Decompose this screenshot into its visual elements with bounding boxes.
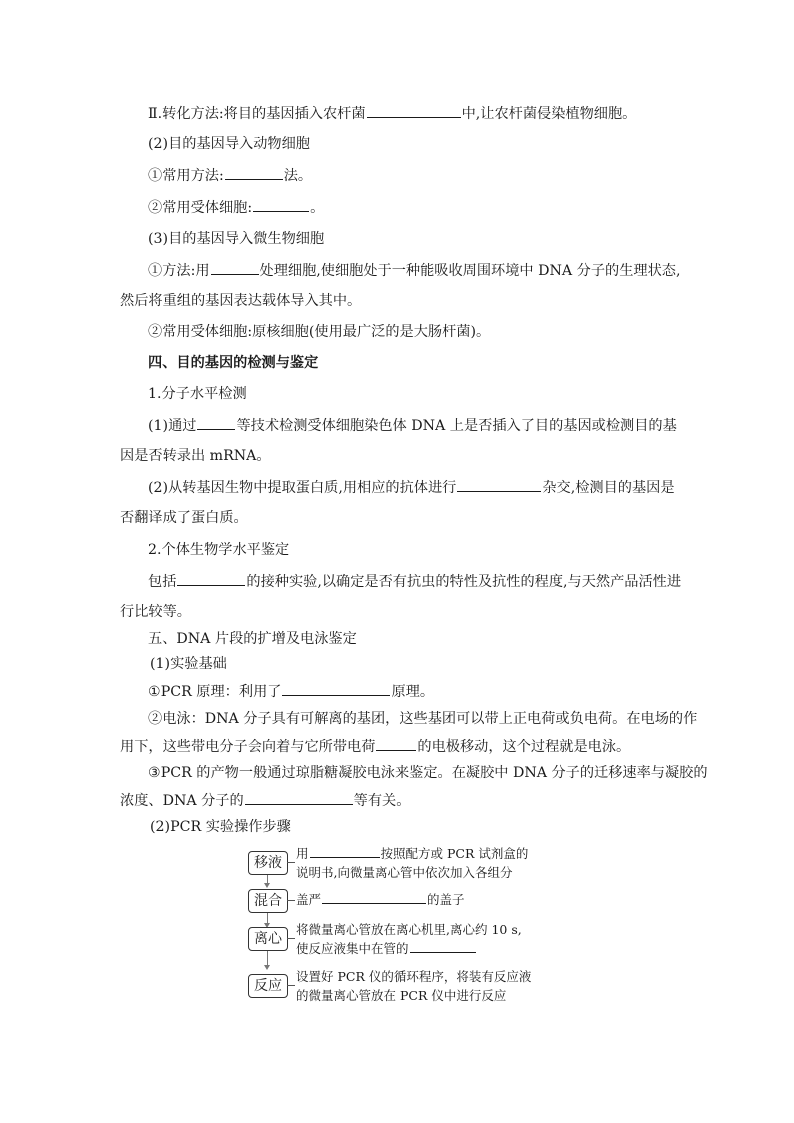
text-line: 浓度、DNA 分子的 等有关。 xyxy=(120,790,410,811)
text-line: ②常用受体细胞:原核细胞(使用最广泛的是大肠杆菌)。 xyxy=(148,324,491,340)
answer-blank xyxy=(457,477,541,492)
text-line: Ⅱ.转化方法:将目的基因插入农杆菌 中,让农杆菌侵染植物细胞。 xyxy=(148,103,636,124)
section-heading: (3)目的基因导入微生物细胞 xyxy=(148,231,325,247)
flow-step-text: 设置好 PCR 仪的循环程序，将装有反应液 的微量离心管放在 PCR 仪中进行反应 xyxy=(296,969,532,1003)
answer-blank xyxy=(376,736,416,751)
text-line: 然后将重组的基因表达载体导入其中。 xyxy=(120,293,362,309)
flow-connector xyxy=(267,950,268,966)
flow-step-text: 用 按照配方或 PCR 试剂盒的 说明书,向微量离心管中依次加入各组分 xyxy=(296,846,529,880)
text-line: 因是否转录出 mRNA。 xyxy=(120,448,271,464)
text-line: 行比较等。 xyxy=(120,604,191,620)
flow-connector xyxy=(287,862,295,863)
answer-blank xyxy=(367,103,461,118)
text-line: 用下，这些带电分子会向着与它所带电荷 的电极移动，这个过程就是电泳。 xyxy=(120,736,630,757)
text-line: ①方法:用 处理细胞,使细胞处于一种能吸收周围环境中 DNA 分子的生理状态, xyxy=(148,260,680,281)
text-line: (1)通过 等技术检测受体细胞染色体 DNA 上是否插入了目的基因或检测目的基 xyxy=(148,415,677,436)
flow-step-box: 移液 xyxy=(248,851,288,875)
text-line: ②常用受体细胞: 。 xyxy=(148,197,324,218)
answer-blank xyxy=(322,891,426,904)
flow-connector xyxy=(287,985,295,986)
answer-blank xyxy=(177,571,245,586)
arrow-down-icon xyxy=(264,965,270,970)
flow-connector xyxy=(287,938,295,939)
text-line: ③PCR 的产物一般通过琼脂糖凝胶电泳来鉴定。在凝胶中 DNA 分子的迁移速率与凝胶的 xyxy=(148,765,708,781)
text-line: (2)从转基因生物中提取蛋白质,用相应的抗体进行 杂交,检测目的基因是 xyxy=(148,477,675,498)
answer-blank xyxy=(253,197,309,212)
section-heading: (1)实验基础 xyxy=(150,656,227,672)
text-line: 包括 的接种实验,以确定是否有抗虫的特性及抗性的程度,与天然产品活性进 xyxy=(148,571,681,592)
text-line: ②电泳：DNA 分子具有可解离的基团，这些基团可以带上正电荷或负电荷。在电场的作 xyxy=(148,711,698,727)
answer-blank xyxy=(211,260,259,275)
section-title: 五、DNA 片段的扩增及电泳鉴定 xyxy=(148,631,357,647)
flow-step-text: 盖严 的盖子 xyxy=(296,892,465,907)
flow-step-box: 反应 xyxy=(248,974,288,998)
section-heading: (2)目的基因导入动物细胞 xyxy=(148,136,310,152)
answer-blank xyxy=(245,790,353,805)
text-line: ①PCR 原理：利用了 原理。 xyxy=(148,681,434,702)
answer-blank xyxy=(410,940,476,953)
section-heading: (2)PCR 实验操作步骤 xyxy=(150,819,291,835)
answer-blank xyxy=(310,845,380,858)
flow-connector xyxy=(287,900,295,901)
answer-blank xyxy=(225,165,283,180)
flow-step-box: 混合 xyxy=(248,889,288,913)
answer-blank xyxy=(197,415,235,430)
text-line: ①常用方法: 法。 xyxy=(148,165,312,186)
text-line: 否翻译成了蛋白质。 xyxy=(120,510,248,526)
section-heading: 2.个体生物学水平鉴定 xyxy=(148,542,290,558)
flow-step-box: 离心 xyxy=(248,927,288,951)
arrow-down-icon xyxy=(264,883,270,888)
section-heading: 1.分子水平检测 xyxy=(148,386,247,402)
flow-step-text: 将微量离心管放在离心机里,离心约 10 s, 使反应液集中在管的 xyxy=(296,922,522,956)
section-title: 四、目的基因的检测与鉴定 xyxy=(148,355,319,371)
answer-blank xyxy=(282,681,390,696)
